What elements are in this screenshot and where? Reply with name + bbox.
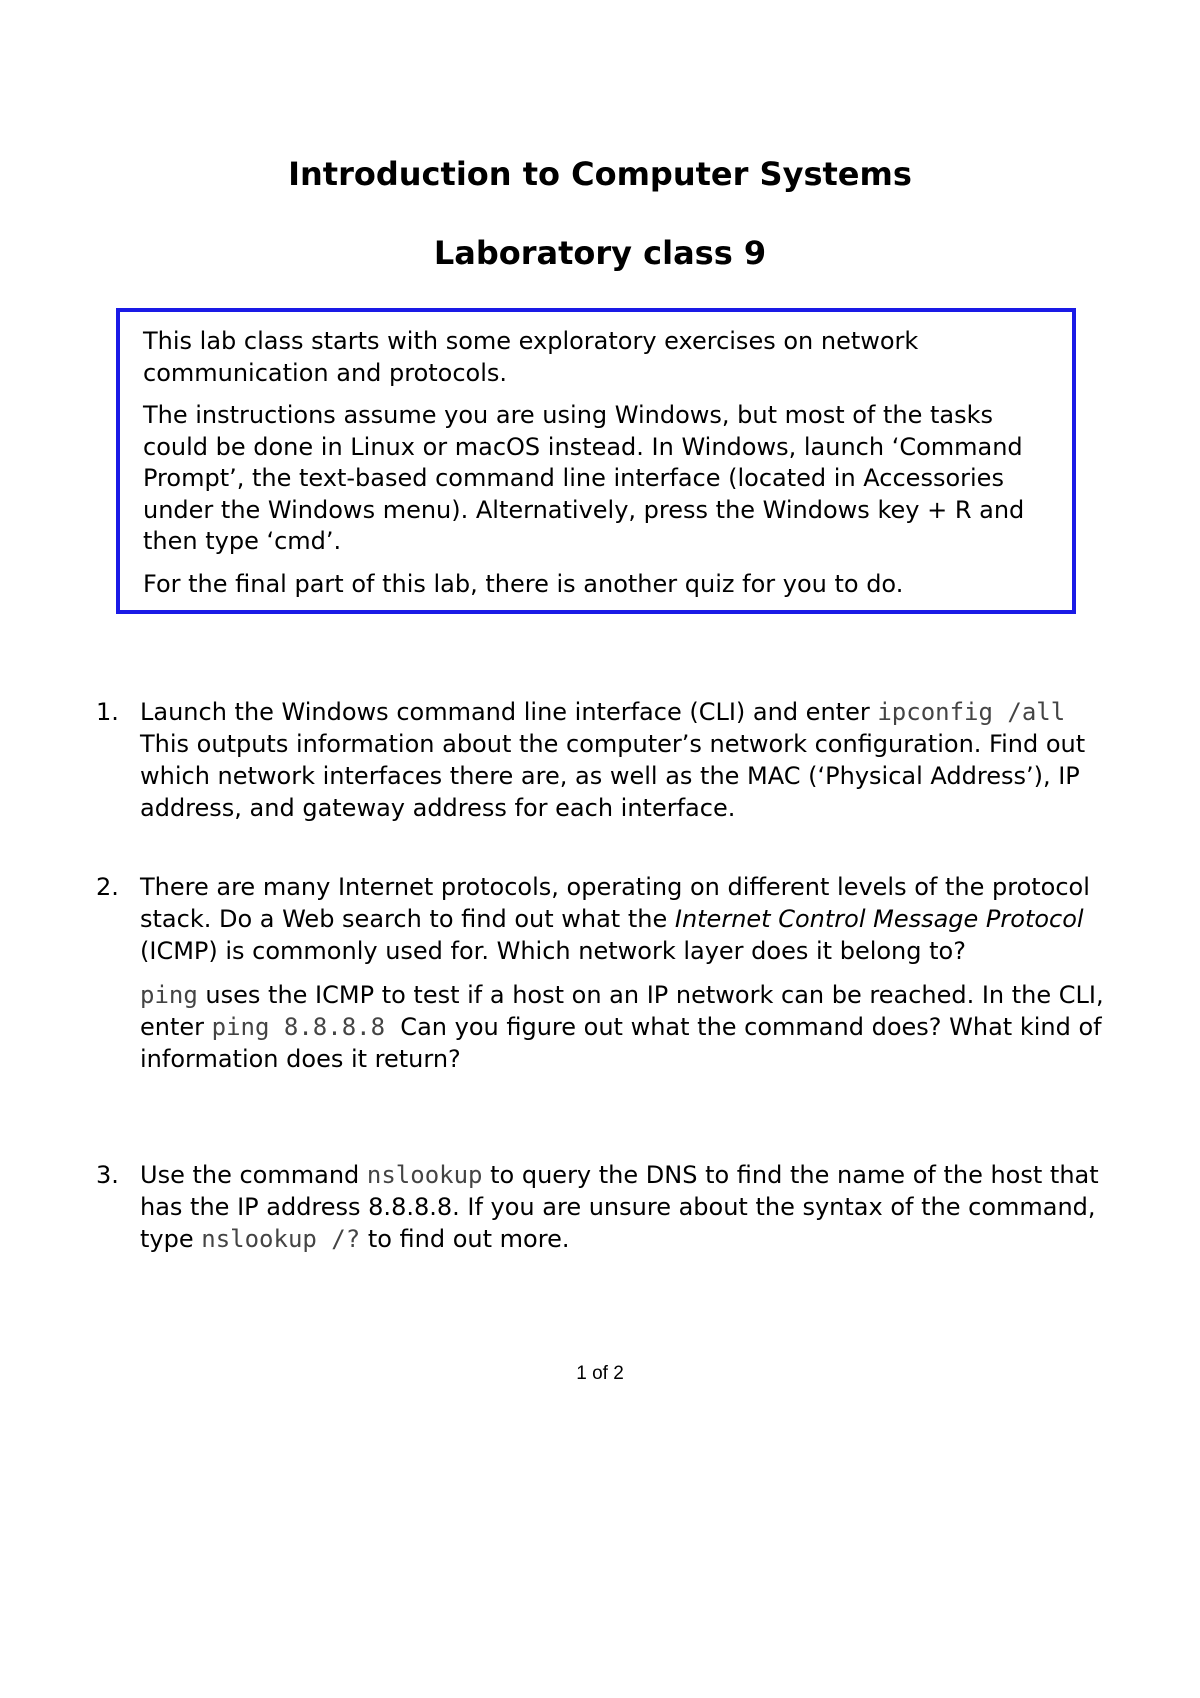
task-text: Can you figure out what the command does? What kind of information does it return?	[140, 1013, 1110, 1073]
intro-paragraph: This lab class starts with some exploratory exercises on network communication and protocols.	[143, 327, 919, 387]
page-indicator: 1 of 2	[576, 1363, 624, 1384]
intro-paragraph: The instructions assume you are using Windows, but most of the tasks could be done in Linux or macOS instead. In Windows, launch ‘Command Prompt’, the text-based command line interface (located in Accessories under the Windows menu). Alternatively, press the Windows key + R and then type ‘cmd’.	[143, 401, 1025, 555]
task-text: to query the DNS to find the name of the host that has the IP address 8.8.8.8. If you are unsure about the syntax of the command, type	[140, 1161, 1099, 1253]
intro-paragraph: For the final part of this lab, there is another quiz for you to do.	[143, 569, 904, 598]
task-text: uses the ICMP to test if a host on an IP network can be reached. In the CLI, enter	[140, 981, 1104, 1041]
task-body	[140, 871, 1110, 1075]
protocol-name: Internet Control Message Protocol	[674, 905, 1084, 933]
task-item	[96, 871, 1110, 1075]
task-text: Use the command	[140, 1161, 367, 1189]
task-text: This outputs information about the computer’s network configuration. Find out which network interfaces there are, as well as the MAC (‘Physical Address’), IP address, and gateway address for each interface.	[140, 730, 1086, 822]
command-code: nslookup	[366, 1161, 483, 1189]
task-text: There are many Internet protocols, operating on different levels of the protocol stack. Do a Web search to find out what the	[140, 873, 1090, 933]
task-body	[140, 1159, 1106, 1255]
task-text: (ICMP) is commonly used for. Which network layer does it belong to?	[140, 937, 966, 965]
task-paragraph	[140, 979, 1110, 1075]
task-item	[96, 1159, 1106, 1255]
task-paragraph	[140, 871, 1106, 967]
intro-box	[116, 308, 1076, 614]
task-paragraph	[140, 696, 1106, 824]
task-number: 1.	[96, 698, 119, 726]
task-item	[96, 696, 1106, 824]
command-code: ipconfig /all	[877, 698, 1066, 726]
task-number: 3.	[96, 1161, 119, 1189]
task-body	[140, 696, 1106, 824]
command-code: ping	[140, 981, 198, 1009]
task-text: Launch the Windows command line interface (CLI) and enter	[140, 698, 878, 726]
document-title: Introduction to Computer Systems	[288, 155, 912, 193]
task-number: 2.	[96, 873, 119, 901]
task-paragraph	[140, 1159, 1106, 1255]
command-code: ping 8.8.8.8	[211, 1013, 386, 1041]
command-code: nslookup /?	[201, 1225, 361, 1253]
task-text: to find out more.	[360, 1225, 570, 1253]
document-subtitle: Laboratory class 9	[433, 234, 767, 272]
